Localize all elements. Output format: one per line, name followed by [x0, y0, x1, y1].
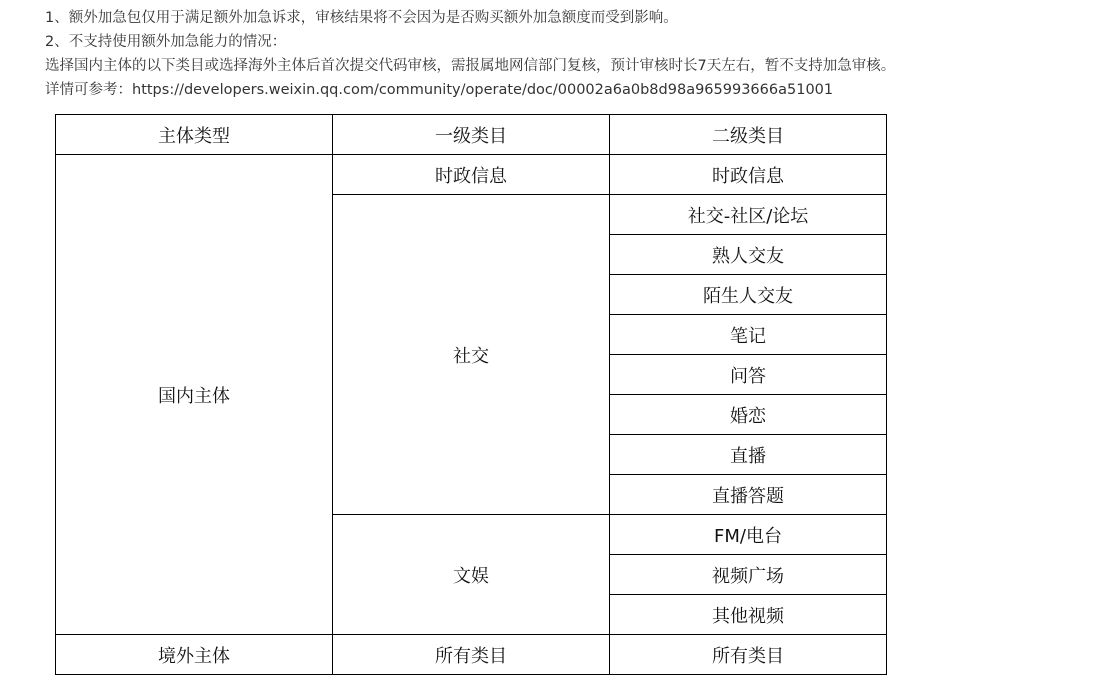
primary-category-cell: 时政信息: [333, 155, 610, 195]
category-table-container: [55, 114, 887, 675]
primary-category-cell: 社交: [333, 195, 610, 515]
secondary-category-cell: 笔记: [610, 315, 887, 355]
category-table: [55, 114, 887, 675]
header-secondary-category: 二级类目: [610, 115, 887, 155]
secondary-category-cell: 直播答题: [610, 475, 887, 515]
secondary-category-cell: 所有类目: [610, 635, 887, 675]
secondary-category-cell: 婚恋: [610, 395, 887, 435]
note-line-4-reference-link[interactable]: 详情可参考：https://developers.weixin.qq.com/community/operate/doc/00002a6a0b8d98a965993666a51001: [45, 82, 834, 98]
secondary-category-cell: 熟人交友: [610, 235, 887, 275]
secondary-category-cell: 社交-社区/论坛: [610, 195, 887, 235]
note-line-1: 1、额外加急包仅用于满足额外加急诉求，审核结果将不会因为是否购买额外加急额度而受到影响。: [45, 10, 678, 26]
notes-section: [45, 6, 1095, 102]
secondary-category-cell: 时政信息: [610, 155, 887, 195]
secondary-category-cell: 问答: [610, 355, 887, 395]
secondary-category-cell: 其他视频: [610, 595, 887, 635]
table-header-row: [56, 115, 887, 155]
header-entity-type: 主体类型: [56, 115, 333, 155]
entity-domestic-cell: 国内主体: [56, 155, 333, 635]
note-line-2: 2、不支持使用额外加急能力的情况：: [45, 34, 287, 50]
secondary-category-cell: FM/电台: [610, 515, 887, 555]
secondary-category-cell: 陌生人交友: [610, 275, 887, 315]
table-row: [56, 155, 887, 195]
secondary-category-cell: 视频广场: [610, 555, 887, 595]
table-row: [56, 635, 887, 675]
primary-category-cell: 文娱: [333, 515, 610, 635]
primary-category-cell: 所有类目: [333, 635, 610, 675]
entity-overseas-cell: 境外主体: [56, 635, 333, 675]
note-line-3: 选择国内主体的以下类目或选择海外主体后首次提交代码审核，需报属地网信部门复核，预计审核时长7天左右，暂不支持加急审核。: [45, 58, 896, 74]
secondary-category-cell: 直播: [610, 435, 887, 475]
header-primary-category: 一级类目: [333, 115, 610, 155]
